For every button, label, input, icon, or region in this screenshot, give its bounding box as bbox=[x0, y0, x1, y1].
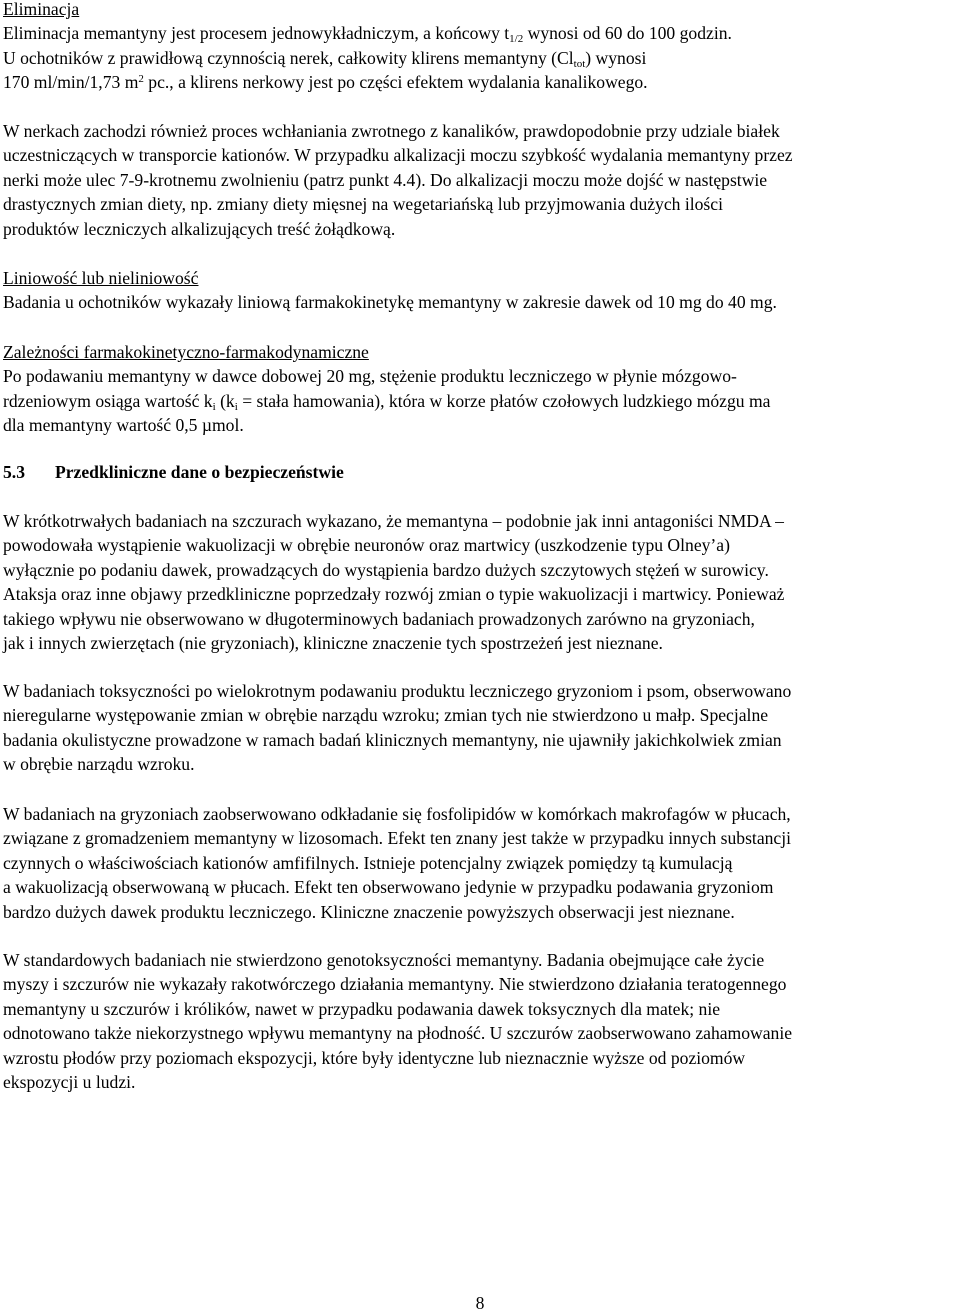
paragraph-line: W nerkach zachodzi również proces wchłaniania zwrotnego z kanalików, prawdopodobnie przy udziale białek bbox=[3, 121, 780, 141]
paragraph-line: memantyny u szczurów i królików, nawet w przypadku podawania dawek toksycznych dla matek; nie bbox=[3, 998, 721, 1019]
paragraph-line: czynnych o właściwościach kationów amfifilnych. Istnieje potencjalny związek pomiędzy tą kumulacją bbox=[3, 852, 733, 873]
linearity-block bbox=[3, 266, 955, 315]
paragraph-line: jak i innych zwierzętach (nie gryzoniach), kliniczne znaczenie tych spostrzeżeń jest nieznane. bbox=[3, 633, 663, 654]
safety-paragraph-4 bbox=[3, 948, 955, 1094]
elimination-block bbox=[3, 0, 955, 95]
pkpd-line-2: rdzeniowym osiąga wartość $k_i$ ($k_i$ = stała hamowania), która w korze płatów czołowych ludzkiego mózgu ma bbox=[3, 390, 771, 413]
paragraph-line: nerki może ulec 7-9-krotnemu zwolnieniu (patrz punkt 4.4). Do alkalizacji moczu może dojść w następstwie bbox=[3, 169, 768, 190]
section-title: Przedkliniczne dane o bezpieczeństwie bbox=[55, 462, 344, 482]
pkpd-line-1: Po podawaniu memantyny w dawce dobowej 20 mg, stężenie produktu leczniczego w płynie mózgowo- bbox=[3, 366, 737, 387]
paragraph-line: badania okulistyczne prowadzone w ramach badań klinicznych memantyny, nie ujawniły jakichkolwiek zmian bbox=[3, 729, 782, 750]
paragraph-line: W badaniach na gryzoniach zaobserwowano odkładanie się fosfolipidów w komórkach makrofagów w płucach, bbox=[3, 804, 791, 824]
paragraph-line: W krótkotrwałych badaniach na szczurach wykazano, że memantyna – podobnie jak inni antagoniści NMDA – bbox=[3, 511, 784, 531]
renal-paragraph bbox=[3, 119, 955, 241]
paragraph-line: powodowała wystąpienie wakuolizacji w obrębie neuronów oraz martwicy (uszkodzenie typu Olney’a) bbox=[3, 535, 730, 556]
paragraph-line: nieregularne występowanie zmian w obrębie narządu wzroku; zmian tych nie stwierdzono u małp. Specjalne bbox=[3, 705, 769, 726]
safety-paragraph-1 bbox=[3, 509, 955, 655]
pkpd-line-3: dla memantyny wartość 0,5 µmol. bbox=[3, 415, 244, 436]
section-heading bbox=[3, 460, 344, 484]
paragraph-line: W badaniach toksyczności po wielokrotnym podawaniu produktu leczniczego gryzoniom i psom, obserwowano bbox=[3, 681, 792, 701]
paragraph-line: odnotowano także niekorzystnego wpływu memantyny na płodność. U szczurów zaobserwowano zahamowanie bbox=[3, 1023, 793, 1044]
elimination-line-2: U ochotników z prawidłową czynnością nerek, całkowity klirens memantyny $(Cl_{tot})$ wynosi bbox=[3, 47, 647, 70]
elimination-line-3: 170 ml/min/1,73 $m^2$ pc., a klirens nerkowy jest po części efektem wydalania kanalikowego. bbox=[3, 72, 648, 93]
safety-paragraph-2 bbox=[3, 679, 955, 777]
paragraph-line: bardzo dużych dawek produktu leczniczego. Kliniczne znaczenie powyższych obserwacji jest nieznane. bbox=[3, 901, 735, 922]
section-number: 5.3 bbox=[3, 462, 25, 482]
linearity-text: Badania u ochotników wykazały liniową farmakokinetykę memantyny w zakresie dawek od 10 mg do 40 mg. bbox=[3, 292, 777, 313]
pkpd-block bbox=[3, 340, 955, 438]
safety-paragraph-3 bbox=[3, 802, 955, 924]
paragraph-line: w obrębie narządu wzroku. bbox=[3, 754, 195, 775]
paragraph-line: produktów leczniczych alkalizujących treść żołądkową. bbox=[3, 218, 396, 239]
paragraph-line: drastycznych zmian diety, np. zmiany diety mięsnej na wegetariańską lub przyjmowania dużych ilości bbox=[3, 194, 723, 215]
paragraph-line: związane z gromadzeniem memantyny w lizosomach. Efekt ten znany jest także w przypadku innych substancji bbox=[3, 828, 792, 849]
pkpd-heading: Zależności farmakokinetyczno-farmakodynamiczne bbox=[3, 342, 369, 362]
page-number: 8 bbox=[475, 1293, 485, 1313]
paragraph-line: myszy i szczurów nie wykazały rakotwórczego działania memantyny. Nie stwierdzono działania teratogennego bbox=[3, 974, 787, 995]
paragraph-line: wzrostu płodów przy poziomach ekspozycji, które były identyczne lub nieznacznie wyższe od poziomów bbox=[3, 1047, 746, 1068]
paragraph-line: a wakuolizacją obserwowaną w płucach. Efekt ten obserwowano jedynie w przypadku podawania gryzoniom bbox=[3, 877, 774, 898]
paragraph-line: uczestniczących w transporcie kationów. W przypadku alkalizacji moczu szybkość wydalania memantyny przez bbox=[3, 145, 793, 166]
paragraph-line: ekspozycji u ludzi. bbox=[3, 1072, 136, 1093]
paragraph-line: wyłącznie po podaniu dawek, prowadzących do wystąpienia bardzo dużych szczytowych stężeń w surowicy. bbox=[3, 559, 769, 580]
paragraph-line: W standardowych badaniach nie stwierdzono genotoksyczności memantyny. Badania obejmujące całe życie bbox=[3, 950, 765, 970]
elimination-heading: Eliminacja bbox=[3, 0, 80, 19]
paragraph-line: takiego wpływu nie obserwowano w długoterminowych badaniach prowadzonych zarówno na gryzoniach, bbox=[3, 608, 755, 629]
elimination-line-1: Eliminacja memantyny jest procesem jednowykładniczym, a końcowy $t_{1/2}$ wynosi od 60 do 100 godzin. bbox=[3, 23, 732, 46]
paragraph-line: Ataksja oraz inne objawy przedkliniczne poprzedzały rozwój zmian o typie wakuolizacji i martwicy. Ponieważ bbox=[3, 584, 785, 605]
linearity-heading: Liniowość lub nieliniowość bbox=[3, 268, 199, 288]
